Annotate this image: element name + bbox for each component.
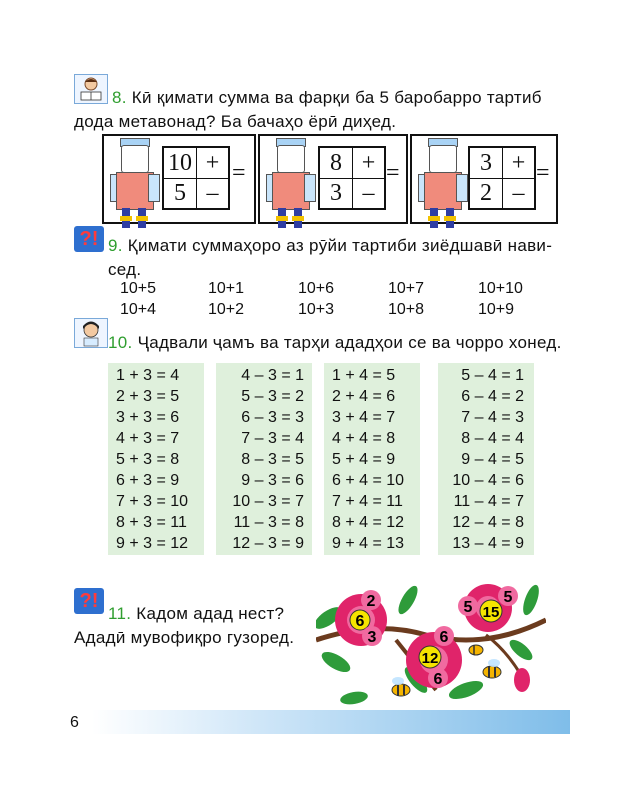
sum-item: 10+5 (120, 280, 157, 297)
frame-grid (162, 146, 230, 210)
frame-grid (468, 146, 536, 210)
task11-text (108, 602, 328, 626)
table-row: 5 + 3 = 8 (116, 451, 180, 468)
table-row: 4 + 3 = 7 (116, 430, 180, 447)
table-row: 7 – 3 = 4 (241, 430, 304, 447)
table-row: 7 + 3 = 10 (116, 493, 189, 510)
table-row: 9 – 4 = 5 (461, 451, 524, 468)
sum-item: 10+1 (208, 280, 245, 297)
frame-bottom-number: 2 (470, 179, 503, 208)
table-row: 12 – 3 = 9 (232, 535, 304, 552)
equals-sign: = (232, 160, 246, 186)
task11-number: 11. (108, 604, 132, 623)
addition-4-column (324, 363, 420, 555)
bee-icon (483, 659, 501, 678)
frame-top-number: 10 (164, 148, 197, 179)
table-row: 8 + 3 = 11 (116, 514, 187, 531)
equals-sign: = (386, 160, 400, 186)
question-exclaim-icon: ?! (74, 226, 104, 252)
page-number: 6 (70, 714, 79, 731)
table-row: 6 + 3 = 9 (116, 472, 180, 489)
frame-top-number: 8 (320, 148, 353, 179)
sum-item: 10+3 (298, 301, 335, 318)
table-row: 9 + 4 = 13 (332, 535, 405, 552)
task10-text (108, 331, 578, 355)
table-row: 10 – 3 = 7 (232, 493, 304, 510)
question-exclaim-icon: ?! (74, 588, 104, 614)
table-row: 11 – 4 = 7 (453, 493, 524, 510)
table-row: 7 – 4 = 3 (461, 409, 524, 426)
table-row: 5 – 3 = 2 (241, 388, 304, 405)
robot-figure (266, 138, 314, 220)
task9-line1: Қимати суммаҳоро аз рӯйи тартиби зиёдшавӣ нави- (122, 236, 553, 255)
sum-item: 10+4 (120, 301, 157, 318)
flower-number: 6 (433, 671, 443, 688)
table-row: 4 + 4 = 8 (332, 430, 396, 447)
table-row: 11 – 3 = 8 (233, 514, 304, 531)
table-row: 12 – 4 = 8 (452, 514, 524, 531)
table-row: 5 + 4 = 9 (332, 451, 396, 468)
equals-sign: = (536, 160, 550, 186)
sum-item: 10+7 (388, 280, 425, 297)
frame-bottom-number: 5 (164, 179, 197, 208)
table-row: 1 + 4 = 5 (332, 367, 396, 384)
table-row: 3 + 4 = 7 (332, 409, 396, 426)
frame-grid (318, 146, 386, 210)
bee-icon (392, 677, 410, 696)
task11-line1: Кадом адад нест? (131, 604, 285, 623)
task8-text (74, 86, 574, 134)
flower-number: 6 (355, 613, 365, 630)
table-row: 2 + 4 = 6 (332, 388, 396, 405)
task9-number: 9. (108, 236, 123, 255)
flowers-illustration (316, 580, 546, 710)
table-row: 7 + 4 = 11 (332, 493, 403, 510)
subtraction-4-column (438, 363, 534, 555)
table-row: 8 – 3 = 5 (241, 451, 304, 468)
subtraction-3-column (216, 363, 312, 555)
robot-figure (418, 138, 466, 220)
table-row: 4 – 3 = 1 (241, 367, 304, 384)
sum-item: 10+8 (388, 301, 425, 318)
flower-number: 12 (421, 650, 439, 667)
table-row: 13 – 4 = 9 (452, 535, 524, 552)
flower-number: 2 (366, 593, 376, 610)
table-row: 6 – 4 = 2 (461, 388, 524, 405)
task11-line2: Ададӣ мувофиқро гузоред. (74, 628, 295, 647)
table-row: 1 + 3 = 4 (116, 367, 180, 384)
task8-line2: дода метавонад? Ба бачаҳо ёрӣ диҳед. (74, 112, 397, 131)
task10-number: 10. (108, 333, 133, 352)
table-row: 3 + 3 = 6 (116, 409, 180, 426)
task9-text (108, 234, 568, 282)
sum-difference-frame-2 (258, 134, 408, 224)
table-row: 9 – 3 = 6 (241, 472, 304, 489)
table-row: 6 + 4 = 10 (332, 472, 405, 489)
sum-item: 10+9 (478, 301, 515, 318)
task9-line2: сед. (108, 260, 142, 279)
sum-difference-frame-1 (102, 134, 256, 224)
addition-3-column (108, 363, 204, 555)
table-row: 5 – 4 = 1 (461, 367, 524, 384)
table-row: 2 + 3 = 5 (116, 388, 180, 405)
sum-difference-frame-3 (410, 134, 558, 224)
minus-sign: – (206, 180, 219, 206)
table-row: 8 – 4 = 4 (461, 430, 524, 447)
flower-number: 5 (463, 599, 473, 616)
minus-sign: – (362, 180, 375, 206)
task8-line1: Кӣ қимати сумма ва фарқи ба 5 баробарро тартиб (126, 88, 542, 107)
plus-sign: + (503, 148, 534, 179)
flower-number: 3 (367, 629, 377, 646)
frame-top-number: 3 (470, 148, 503, 179)
robot-figure (110, 138, 158, 220)
reading-girl-icon (74, 318, 108, 348)
sum-item: 10+6 (298, 280, 335, 297)
table-row: 9 + 3 = 12 (116, 535, 189, 552)
table-row: 10 – 4 = 6 (452, 472, 524, 489)
table-row: 8 + 4 = 12 (332, 514, 405, 531)
sum-item: 10+10 (478, 280, 523, 297)
task10-line: Ҷадвали ҷамъ ва тарҳи ададҳои се ва чорро хонед. (132, 333, 562, 352)
frame-bottom-number: 3 (320, 179, 353, 208)
bee-icon (469, 645, 483, 655)
task8-number: 8. (112, 88, 127, 107)
flower-number: 6 (439, 629, 449, 646)
minus-sign: – (512, 180, 525, 206)
footer-bar (92, 710, 570, 734)
table-row: 6 – 3 = 3 (241, 409, 304, 426)
plus-sign: + (353, 148, 384, 179)
flower-number: 5 (503, 589, 513, 606)
flower-number: 15 (482, 604, 500, 621)
sum-item: 10+2 (208, 301, 245, 318)
plus-sign: + (197, 148, 228, 179)
